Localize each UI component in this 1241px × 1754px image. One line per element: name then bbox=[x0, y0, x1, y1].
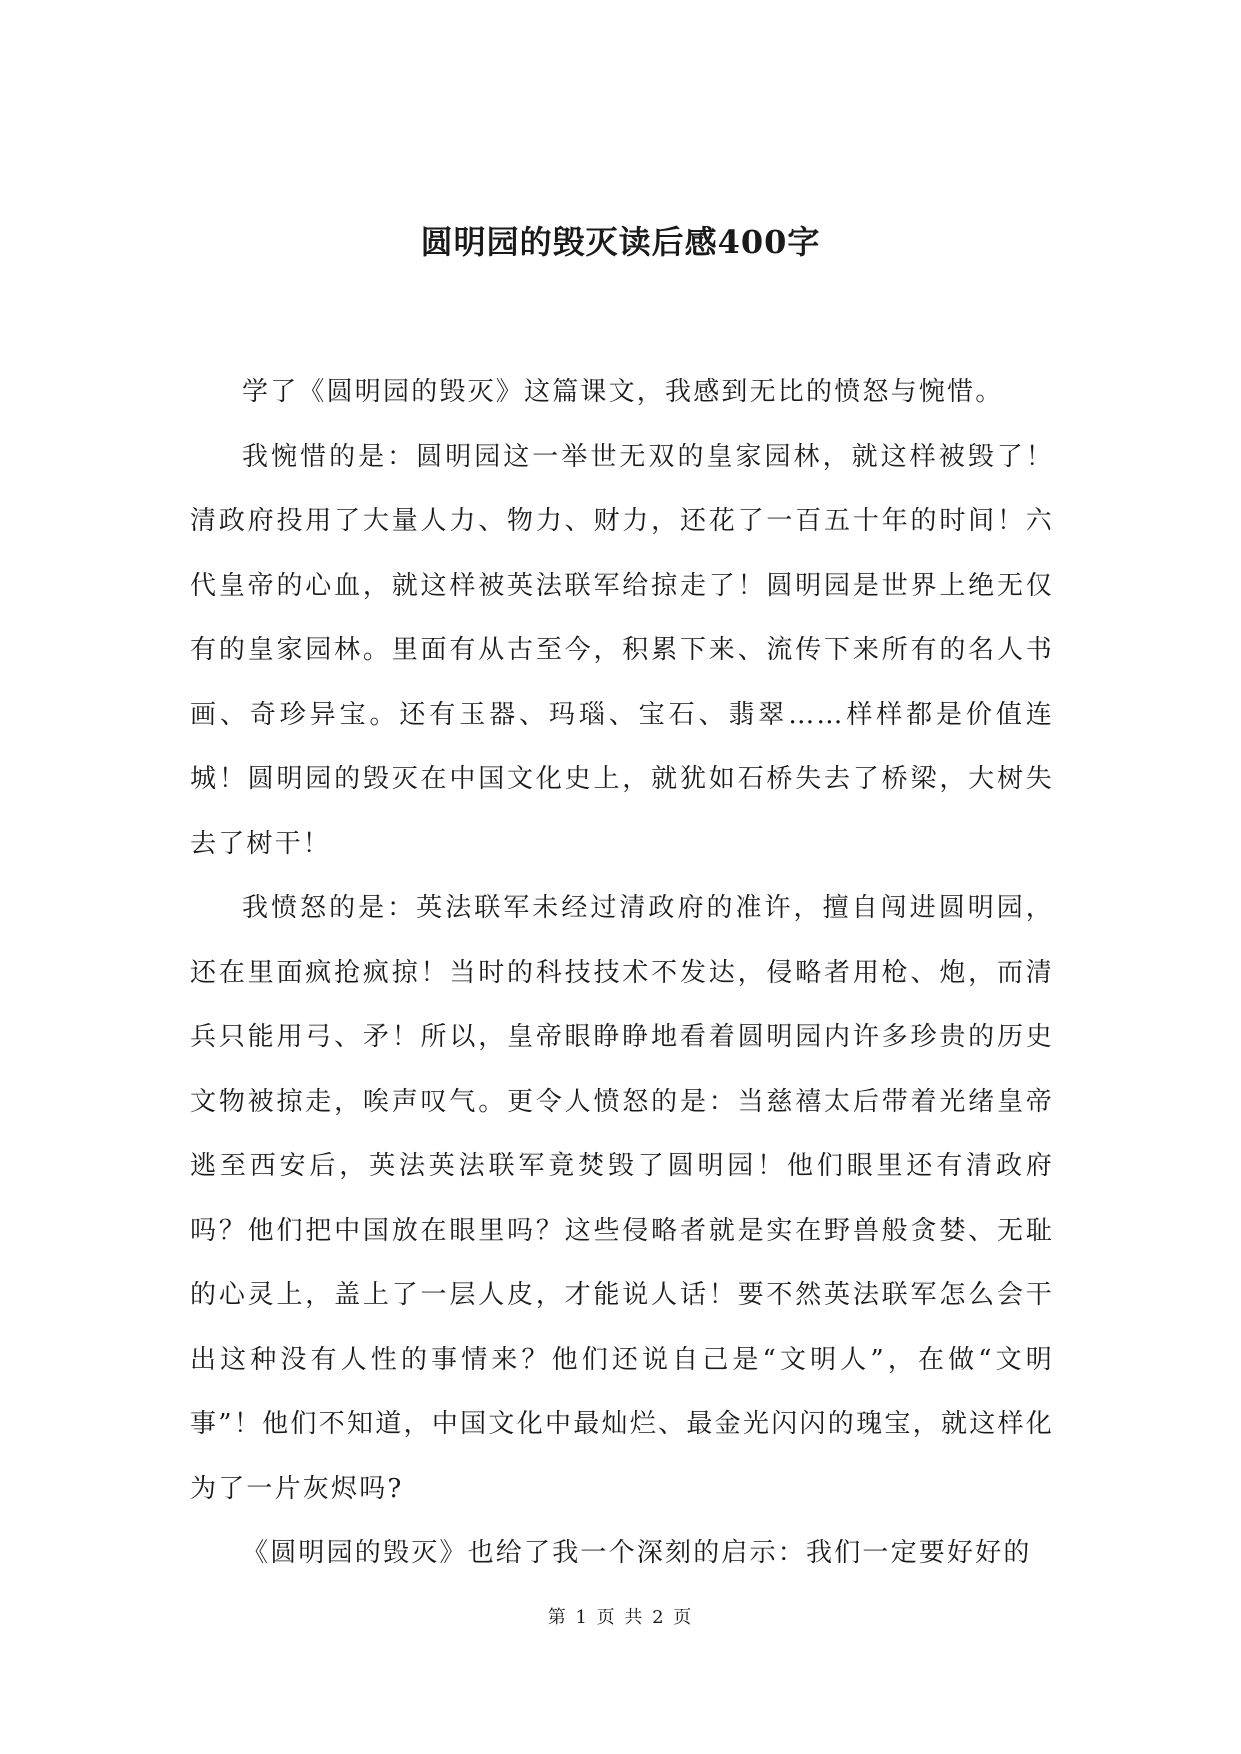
page-footer bbox=[0, 1606, 1241, 1630]
paragraph-1: 学了《圆明园的毁灭》这篇课文，我感到无比的愤怒与惋惜。 bbox=[242, 377, 1004, 407]
document-body bbox=[190, 360, 1054, 1586]
paragraph-4: 《圆明园的毁灭》也给了我一个深刻的启示：我们一定要好好的 bbox=[242, 1538, 1032, 1568]
page-title: 圆明园的毁灭读后感400字 bbox=[420, 223, 821, 261]
current-page-number: 1 bbox=[575, 1607, 589, 1628]
paragraph-3: 我愤怒的是：英法联军未经过清政府的准许，擅自闯进圆明园，还在里面疯抢疯掠！当时的科技技术不发达，侵略者用枪、炮，而清兵只能用弓、矛！所以，皇帝眼睁睁地看着圆明园内许多珍贵的历史文物被掠走，唉声叹气。更令人愤怒的是：当慈禧太后带着光绪皇帝逃至西安后，英法英法联军竟焚毁了圆明园！他们眼里还有清政府吗？他们把中国放在眼里吗？这些侵略者就是实在野兽般贪婪、无耻的心灵上，盖上了一层人皮，才能说人话！要不然英法联军怎么会干出这种没有人性的事情来？他们还说自己是“文明人”，在做“文明事”！他们不知道，中国文化中最灿烂、最金光闪闪的瑰宝，就这样化为了一片灰烬吗? bbox=[190, 893, 1054, 1504]
total-pages-number: 2 bbox=[652, 1607, 666, 1628]
page-label-suffix: 页 bbox=[673, 1607, 694, 1628]
paragraph-2: 我惋惜的是：圆明园这一举世无双的皇家园林，就这样被毁了！清政府投用了大量人力、物力、财力，还花了一百五十年的时间！六代皇帝的心血，就这样被英法联军给掠走了！圆明园是世界上绝无仅有的皇家园林。里面有从古至今，积累下来、流传下来所有的名人书画、奇珍异宝。还有玉器、玛瑙、宝石、翡翠……样样都是价值连城！圆明园的毁灭在中国文化史上，就犹如石桥失去了桥梁，大树失去了树干！ bbox=[190, 441, 1054, 859]
page-label-mid: 页 共 bbox=[596, 1607, 645, 1628]
page-label-prefix: 第 bbox=[547, 1607, 568, 1628]
